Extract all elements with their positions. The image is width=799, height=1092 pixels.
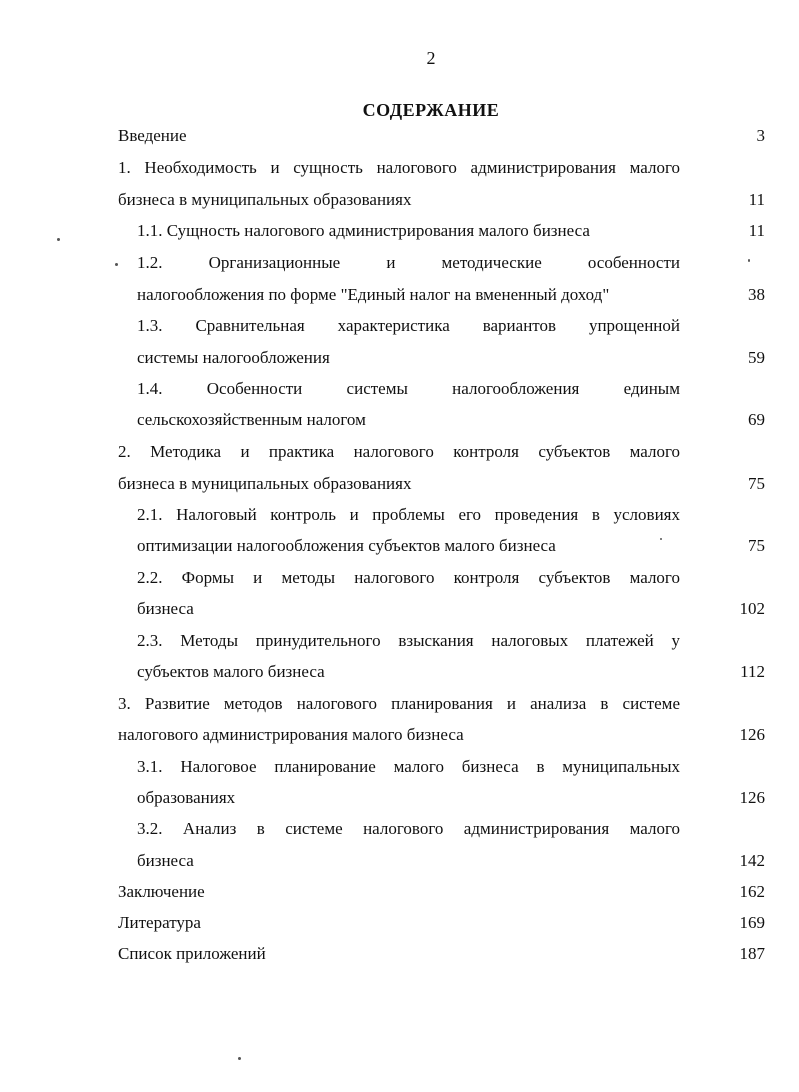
toc-page-number: 75 xyxy=(748,474,765,493)
toc-entry-text: бизнеса в муниципальных образованиях xyxy=(118,190,412,209)
toc-entry-intro xyxy=(118,120,765,151)
toc-entry-text: налогообложения по форме "Единый налог на вмененный доход" xyxy=(137,285,610,304)
toc-entry-chapter-1 xyxy=(118,152,765,183)
toc-entry-1-4-cont xyxy=(137,404,765,435)
toc-entry-text: Список приложений xyxy=(118,944,266,963)
toc-entry-1-4 xyxy=(137,373,765,404)
scan-speck xyxy=(660,538,662,540)
toc-page-number: 11 xyxy=(748,221,765,240)
toc-page-number: 3 xyxy=(756,126,765,145)
toc-entry-3-2 xyxy=(137,813,765,844)
page-title: СОДЕРЖАНИЕ xyxy=(362,100,500,120)
toc-entry-text: Заключение xyxy=(118,882,205,901)
toc-page-number: 162 xyxy=(739,882,765,901)
toc-entry-3-2-cont xyxy=(137,845,765,876)
toc-page-number: 102 xyxy=(739,599,765,618)
toc-entry-text: 3. Развитие методов налогового планирования и анализа в системе xyxy=(118,694,680,713)
toc-page-number: 11 xyxy=(748,190,765,209)
toc-entry-chapter-3-cont xyxy=(118,719,765,750)
toc-entry-1-2 xyxy=(137,247,765,278)
toc-entry-text: бизнеса xyxy=(137,599,194,618)
scan-speck xyxy=(748,259,750,262)
toc-entry-text: 3.1. Налоговое планирование малого бизнеса в муниципальных xyxy=(137,757,680,776)
toc-entry-chapter-1-cont xyxy=(118,184,765,215)
toc-entry-text: налогового администрирования малого бизнеса xyxy=(118,725,464,744)
toc-entry-text: Литература xyxy=(118,913,201,932)
toc-page-number: 59 xyxy=(748,348,765,367)
toc-page-number: 126 xyxy=(739,788,765,807)
toc-entry-text: бизнеса в муниципальных образованиях xyxy=(118,474,412,493)
toc-entry-text: 3.2. Анализ в системе налогового администрирования малого xyxy=(137,819,680,838)
toc-entry-1-3 xyxy=(137,310,765,341)
toc-entry-text: оптимизации налогообложения субъектов малого бизнеса xyxy=(137,536,556,555)
toc-entry-text: 2. Методика и практика налогового контроля субъектов малого xyxy=(118,442,680,461)
toc-entry-text: системы налогообложения xyxy=(137,348,330,367)
toc-entry-text: 2.2. Формы и методы налогового контроля субъектов малого xyxy=(137,568,680,587)
toc-page-number: 126 xyxy=(739,725,765,744)
toc-entry-literature xyxy=(118,907,765,938)
toc-page-number: 169 xyxy=(739,913,765,932)
page-number: 2 xyxy=(426,48,436,68)
toc-entry-text: 2.3. Методы принудительного взыскания налоговых платежей у xyxy=(137,631,680,650)
toc-entry-text: 1.4. Особенности системы налогообложения единым xyxy=(137,379,680,398)
toc-page-number: 69 xyxy=(748,410,765,429)
toc-entry-3-1 xyxy=(137,751,765,782)
toc-entry-appendices xyxy=(118,938,765,969)
toc-entry-text: 2.1. Налоговый контроль и проблемы его проведения в условиях xyxy=(137,505,680,524)
toc-entry-chapter-2-cont xyxy=(118,468,765,499)
toc-entry-text: 1.2. Организационные и методические особенности xyxy=(137,253,680,272)
toc-page-number: 112 xyxy=(740,662,765,681)
toc-entry-text: Введение xyxy=(118,126,187,145)
toc-entry-text: 1.1. Сущность налогового администрирования малого бизнеса xyxy=(137,221,590,240)
toc-page-number: 142 xyxy=(739,851,765,870)
toc-entry-chapter-2 xyxy=(118,436,765,467)
toc-entry-text: сельскохозяйственным налогом xyxy=(137,410,366,429)
toc-entry-2-3 xyxy=(137,625,765,656)
toc-entry-2-1 xyxy=(137,499,765,530)
toc-entry-1-1 xyxy=(137,215,765,246)
toc-entry-text: субъектов малого бизнеса xyxy=(137,662,325,681)
toc-entry-2-2-cont xyxy=(137,593,765,624)
scan-speck xyxy=(238,1057,241,1060)
toc-entry-text: 1.3. Сравнительная характеристика вариантов упрощенной xyxy=(137,316,680,335)
toc-entry-2-3-cont xyxy=(137,656,765,687)
toc-entry-1-2-cont xyxy=(137,279,765,310)
toc-page-number: 75 xyxy=(748,536,765,555)
toc-entry-3-1-cont xyxy=(137,782,765,813)
toc-entry-conclusion xyxy=(118,876,765,907)
toc-page-number: 187 xyxy=(739,944,765,963)
toc-entry-text: бизнеса xyxy=(137,851,194,870)
toc-entry-2-1-cont xyxy=(137,530,765,561)
toc-page-number: 38 xyxy=(748,285,765,304)
scan-speck xyxy=(115,263,118,266)
toc-entry-chapter-3 xyxy=(118,688,765,719)
toc-entry-text: 1. Необходимость и сущность налогового администрирования малого xyxy=(118,158,680,177)
toc-entry-1-3-cont xyxy=(137,342,765,373)
toc-entry-text: образованиях xyxy=(137,788,236,807)
toc-entry-2-2 xyxy=(137,562,765,593)
scan-speck xyxy=(57,238,60,241)
